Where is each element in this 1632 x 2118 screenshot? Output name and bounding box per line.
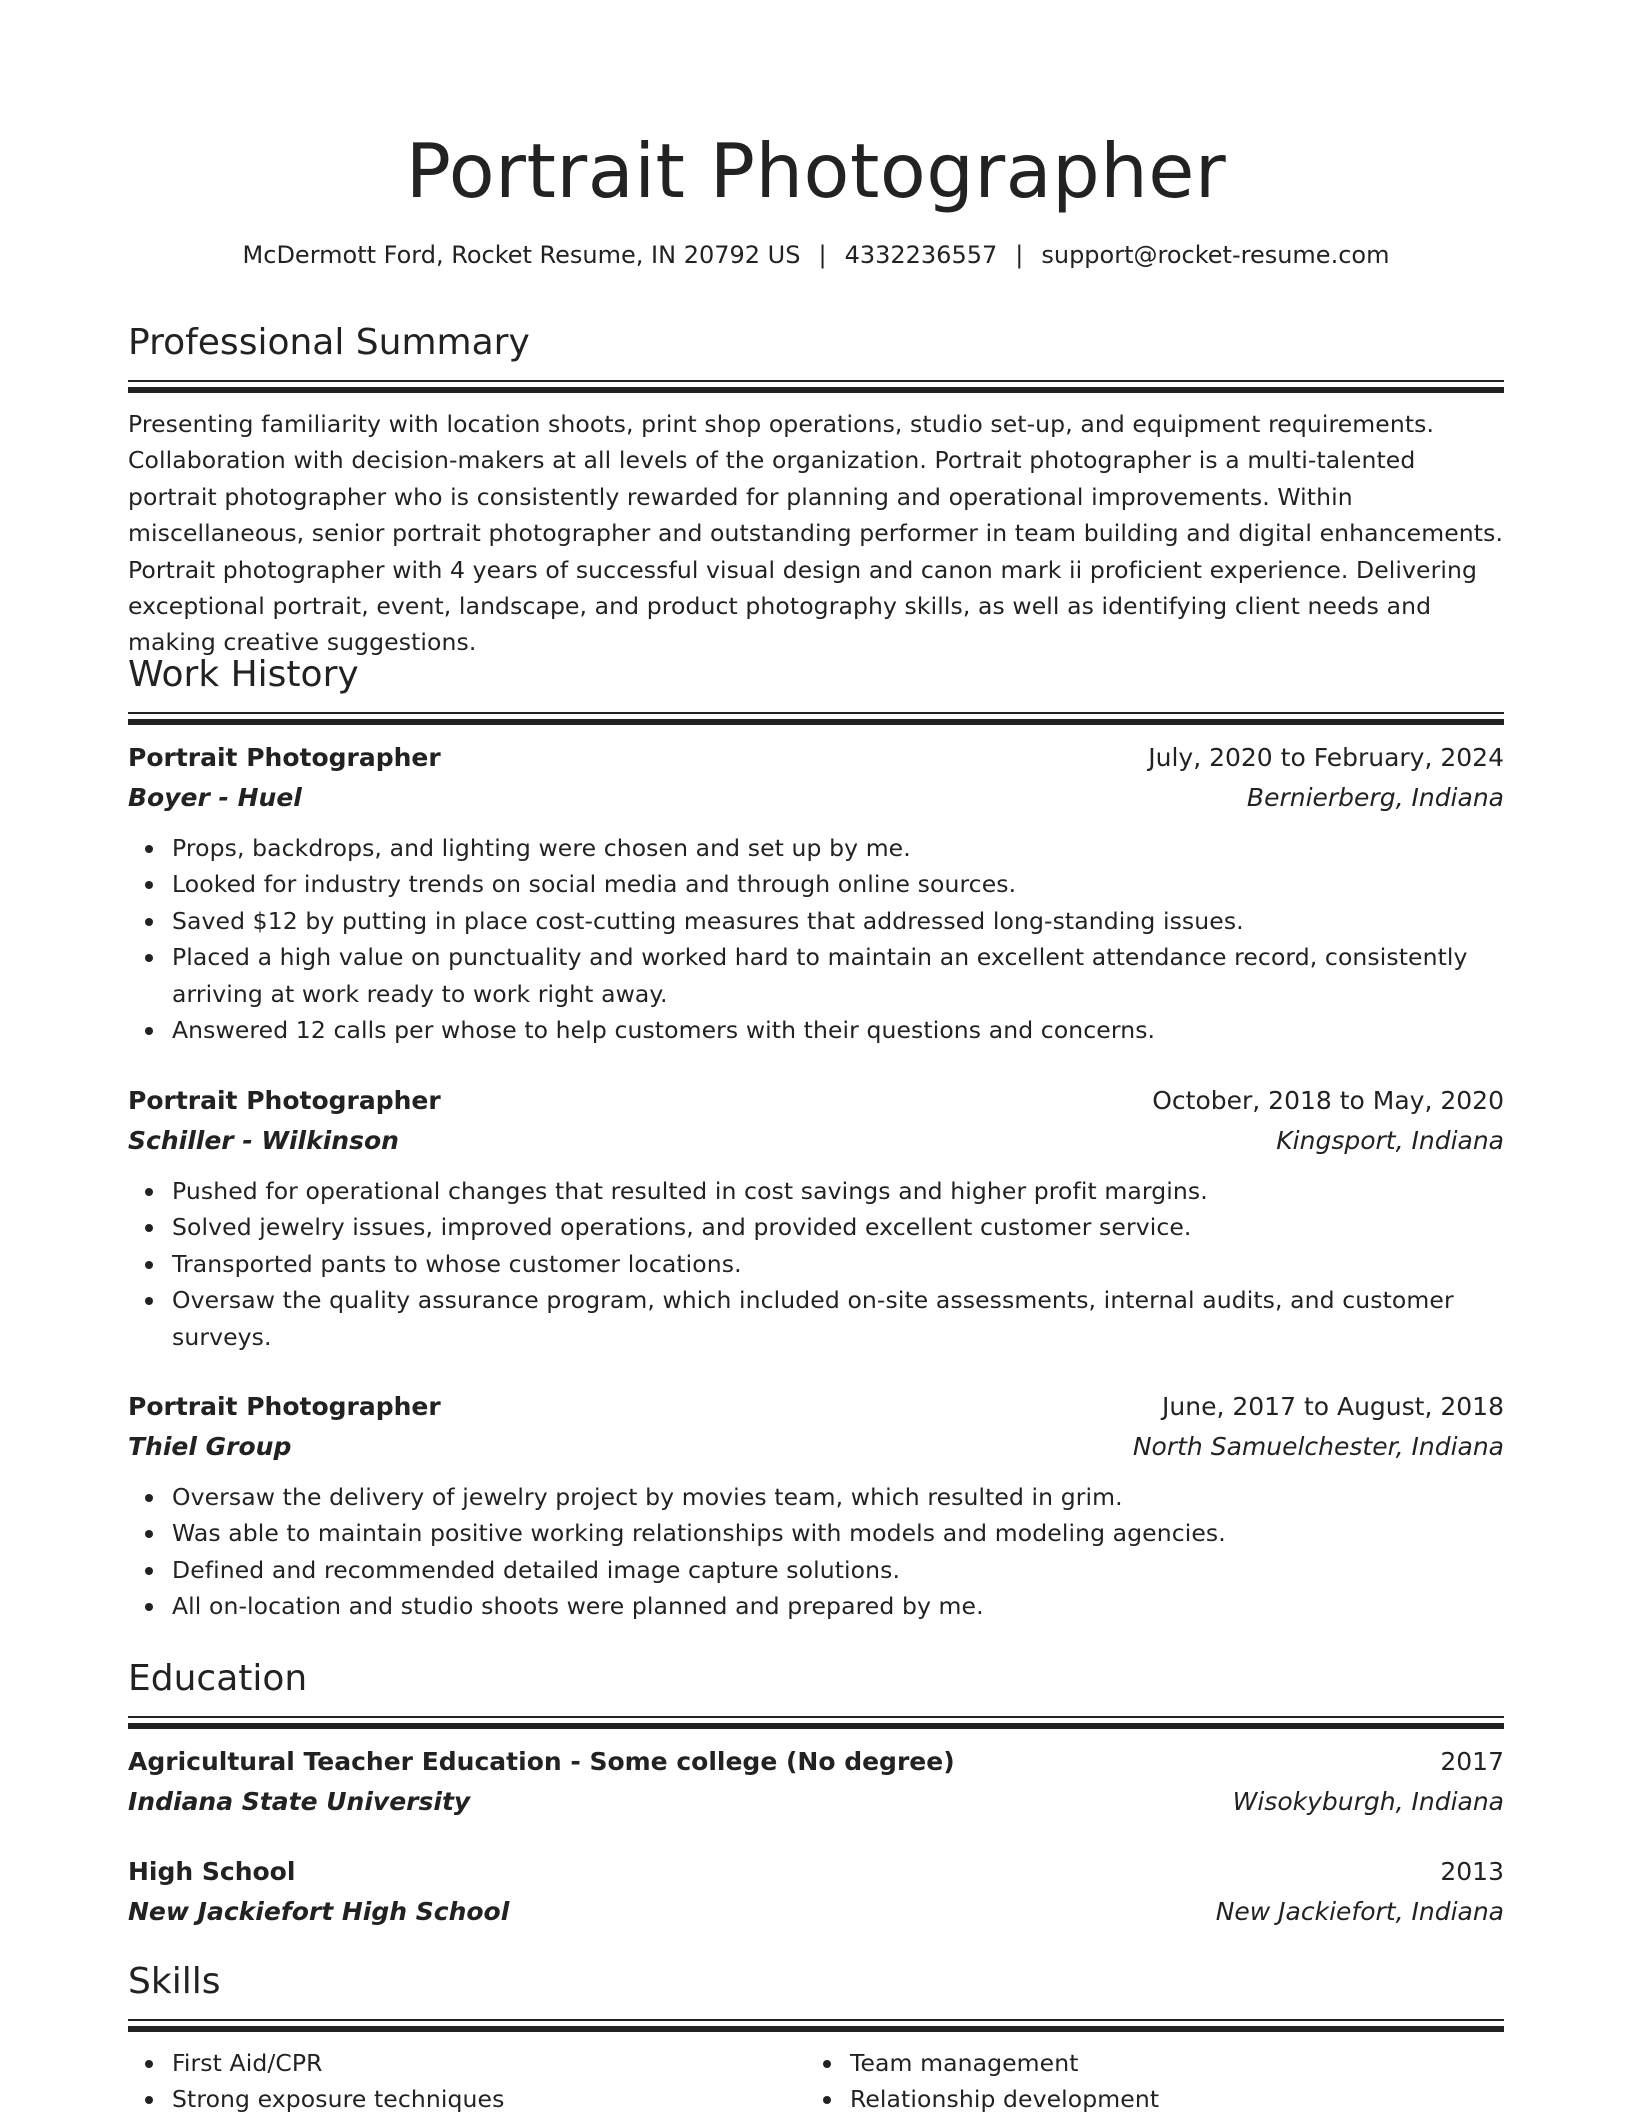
job-location: North Samuelchester, Indiana bbox=[1132, 1432, 1504, 1461]
education-location: New Jackiefort, Indiana bbox=[1215, 1897, 1504, 1926]
section-heading: Education bbox=[128, 1658, 308, 1699]
skills-list bbox=[806, 2045, 1484, 2118]
education-school: New Jackiefort High School bbox=[128, 1897, 510, 1926]
list-item: Oversaw the quality assurance program, which included on-site assessments, internal audits, and customer surveys. bbox=[172, 1282, 1504, 1355]
job-title: Portrait Photographer bbox=[128, 1086, 441, 1115]
summary-text: Presenting familiarity with location shoots, print shop operations, studio set-up, and equipment requirements. Collaboration with decision-makers at all levels of the organization. Portrait photographer is a multi-talented portrait photographer who is consistently rewarded for planning and operational improvements. Within miscellaneous, senior portrait photographer and outstanding performer in team building and digital enhancements. Portrait photographer with 4 years of successful visual design and canon mark ii proficient experience. Delivering exceptional portrait, event, landscape, and product photography skills, as well as identifying client needs and making creative suggestions. bbox=[128, 410, 1504, 657]
list-item: Strong exposure techniques bbox=[172, 2081, 806, 2117]
job-dates: October, 2018 to May, 2020 bbox=[1152, 1086, 1504, 1115]
resume-title: Portrait Photographer bbox=[405, 127, 1227, 215]
job-company: Boyer - Huel bbox=[128, 783, 302, 812]
section-skills bbox=[128, 1957, 1504, 2118]
section-divider bbox=[128, 2019, 1504, 2033]
list-item: Oversaw the delivery of jewelry project by movies team, which resulted in grim. bbox=[172, 1479, 1504, 1515]
job-company: Thiel Group bbox=[128, 1432, 292, 1461]
list-item: Props, backdrops, and lighting were chosen and set up by me. bbox=[172, 830, 1504, 866]
list-item: Defined and recommended detailed image capture solutions. bbox=[172, 1552, 1504, 1588]
job-bullets bbox=[128, 1173, 1504, 1355]
contact-separator: | bbox=[818, 241, 827, 269]
contact-email: support@rocket-resume.com bbox=[1041, 241, 1390, 269]
list-item: First Aid/CPR bbox=[172, 2045, 806, 2081]
section-heading: Professional Summary bbox=[128, 322, 530, 363]
skills-column-left bbox=[128, 2045, 806, 2118]
list-item: Saved $12 by putting in place cost-cutting measures that addressed long-standing issues. bbox=[172, 903, 1504, 939]
section-divider bbox=[128, 1716, 1504, 1730]
job-company: Schiller - Wilkinson bbox=[128, 1126, 399, 1155]
skills-grid bbox=[128, 2045, 1504, 2118]
list-item: Placed a high value on punctuality and worked hard to maintain an excellent attendance record, consistently arriving at work ready to work right away. bbox=[172, 939, 1504, 1012]
list-item: Transported pants to whose customer locations. bbox=[172, 1246, 1504, 1282]
job-title: Portrait Photographer bbox=[128, 1392, 441, 1421]
job-title: Portrait Photographer bbox=[128, 743, 441, 772]
education-entry bbox=[128, 1852, 1504, 1932]
list-item: All on-location and studio shoots were planned and prepared by me. bbox=[172, 1588, 1504, 1624]
work-entry bbox=[128, 738, 1504, 1048]
contact-phone: 4332236557 bbox=[844, 241, 998, 269]
work-entry bbox=[128, 1081, 1504, 1355]
contact-address: McDermott Ford, Rocket Resume, IN 20792 US bbox=[242, 241, 801, 269]
job-bullets bbox=[128, 1479, 1504, 1625]
section-work-history bbox=[128, 650, 1504, 726]
contact-separator: | bbox=[1015, 241, 1024, 269]
section-education bbox=[128, 1654, 1504, 1730]
work-entry bbox=[128, 1387, 1504, 1625]
section-divider bbox=[128, 380, 1504, 394]
job-location: Kingsport, Indiana bbox=[1276, 1126, 1504, 1155]
education-location: Wisokyburgh, Indiana bbox=[1232, 1787, 1504, 1816]
list-item: Pushed for operational changes that resulted in cost savings and higher profit margins. bbox=[172, 1173, 1504, 1209]
job-location: Bernierberg, Indiana bbox=[1246, 783, 1504, 812]
section-heading: Skills bbox=[128, 1961, 221, 2002]
skills-list bbox=[128, 2045, 806, 2118]
section-divider bbox=[128, 712, 1504, 726]
list-item: Answered 12 calls per whose to help customers with their questions and concerns. bbox=[172, 1012, 1504, 1048]
education-school: Indiana State University bbox=[128, 1787, 471, 1816]
contact-line bbox=[128, 236, 1504, 274]
list-item: Team management bbox=[850, 2045, 1484, 2081]
education-year: 2013 bbox=[1440, 1857, 1504, 1886]
section-heading: Work History bbox=[128, 654, 359, 695]
list-item: Looked for industry trends on social media and through online sources. bbox=[172, 866, 1504, 902]
section-professional-summary bbox=[128, 318, 1504, 661]
list-item: Was able to maintain positive working relationships with models and modeling agencies. bbox=[172, 1515, 1504, 1551]
list-item: Relationship development bbox=[850, 2081, 1484, 2117]
job-dates: June, 2017 to August, 2018 bbox=[1162, 1392, 1504, 1421]
education-degree: High School bbox=[128, 1857, 296, 1886]
education-entry bbox=[128, 1742, 1504, 1822]
job-dates: July, 2020 to February, 2024 bbox=[1148, 743, 1504, 772]
education-year: 2017 bbox=[1440, 1747, 1504, 1776]
education-degree: Agricultural Teacher Education - Some college (No degree) bbox=[128, 1747, 955, 1776]
job-bullets bbox=[128, 830, 1504, 1048]
skills-column-right bbox=[806, 2045, 1484, 2118]
list-item: Solved jewelry issues, improved operations, and provided excellent customer service. bbox=[172, 1209, 1504, 1245]
